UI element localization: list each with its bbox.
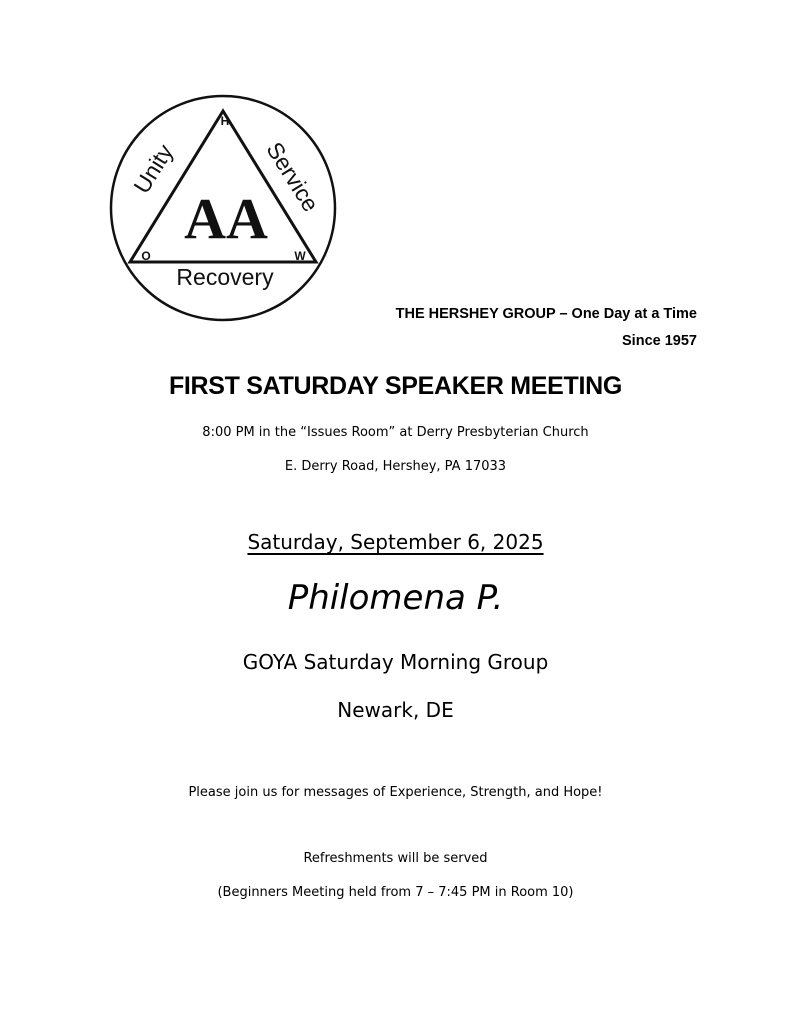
- logo-bottom-right-letter: W: [294, 249, 306, 263]
- meeting-location: 8:00 PM in the “Issues Room” at Derry Presbyterian Church: [202, 425, 589, 440]
- meeting-address: E. Derry Road, Hershey, PA 17033: [284, 459, 507, 474]
- logo-center-text: AA: [184, 186, 268, 251]
- speaker-name: Philomena P.: [287, 578, 504, 618]
- logo-left-text: Unity: [128, 139, 179, 198]
- aa-logo: [108, 93, 338, 323]
- logo-bottom-left-letter: O: [141, 249, 151, 263]
- group-since: Since 1957: [622, 333, 697, 349]
- aa-circle-triangle-icon: [108, 93, 338, 323]
- logo-right-text: Service: [261, 137, 325, 217]
- speaker-city: Newark, DE: [337, 698, 454, 722]
- beginners-meeting-text: (Beginners Meeting held from 7 – 7:45 PM in Room 10): [217, 885, 574, 900]
- logo-bottom-text: Recovery: [176, 264, 274, 290]
- event-date-line: [0, 530, 791, 554]
- logo-top-letter: H: [220, 114, 230, 128]
- group-name: THE HERSHEY GROUP – One Day at a Time: [395, 306, 697, 322]
- invite-text: Please join us for messages of Experience, Strength, and Hope!: [188, 785, 603, 800]
- meeting-title: FIRST SATURDAY SPEAKER MEETING: [168, 372, 623, 400]
- event-date: Saturday, September 6, 2025: [247, 530, 544, 554]
- refreshments-text: Refreshments will be served: [303, 851, 488, 866]
- speaker-home-group: GOYA Saturday Morning Group: [242, 650, 549, 674]
